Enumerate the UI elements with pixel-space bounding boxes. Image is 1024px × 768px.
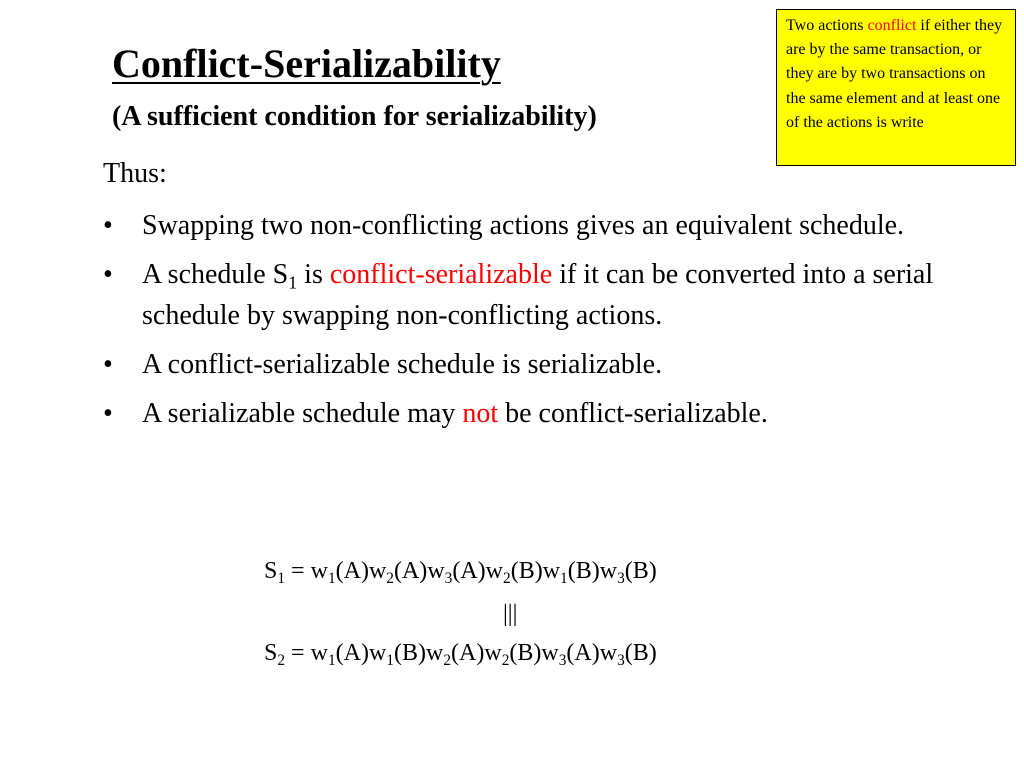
schedule-name-subscript: 1 [277,569,286,587]
bullet-item-implication [103,344,943,385]
write-op: w [368,640,387,666]
slide-title: Conflict-Serializability [112,41,501,86]
write-op: w [368,558,387,584]
bullet-list [103,205,943,442]
write-op: w [542,558,561,584]
schedule-name: S [264,558,278,584]
bullet-dot: • [103,398,113,429]
write-op-element: (B) [624,640,657,666]
schedule-formula-s2 [264,640,657,667]
write-op-element: (A) [335,640,369,666]
definition-note-box [776,9,1016,166]
bullet-text-mid: is [297,259,330,290]
write-op-transaction: 3 [444,569,453,587]
write-op-transaction: 3 [558,651,567,669]
schedule-formula-s1 [264,558,657,585]
write-op: w [425,640,444,666]
intro-text: Thus: [103,158,167,189]
bullet-highlight: not [462,398,499,429]
write-op-transaction: 3 [617,569,625,587]
write-op-element: (A) [451,640,485,666]
equivalence-symbol: ||| [503,601,518,627]
write-op: w [427,558,445,584]
bullet-text-post: be conflict-serializable. [498,398,768,429]
bullet-text-post: if it can be converted into a serial schedule by swapping non-conflicting actions. [142,259,934,331]
write-op-transaction: 2 [443,651,452,669]
write-op-transaction: 2 [386,569,394,587]
slide-subtitle: (A sufficient condition for serializability) [112,101,597,132]
bullet-dot: • [103,210,113,241]
equals-sign: = [285,558,311,584]
write-op-element: (A) [393,558,428,584]
write-op-transaction: 2 [503,569,511,587]
write-op: w [485,558,504,584]
write-op: w [541,640,559,666]
write-op-transaction: 1 [386,651,394,669]
note-text-after: if either they are by the same transaction, or they are by two transactions on the same element and at least one of the actions is write [786,17,1003,131]
write-op-element: (B) [510,558,543,584]
bullet-text: Swapping two non-conflicting actions gives an equivalent schedule. [142,210,905,241]
bullet-text: A conflict-serializable schedule is serializable. [142,349,663,380]
write-op-element: (B) [509,640,542,666]
write-op-transaction: 3 [617,651,625,669]
bullet-item-converse [103,393,943,434]
equals-sign: = [285,640,311,666]
schedule-name: S [264,640,278,666]
bullet-subscript: 1 [288,272,298,293]
write-op: w [484,640,502,666]
note-text-before: Two actions [786,17,868,34]
bullet-highlight: conflict-serializable [329,259,553,290]
write-op-element: (B) [393,640,426,666]
write-op-transaction: 2 [501,651,510,669]
write-op-element: (A) [452,558,486,584]
write-op: w [599,640,618,666]
bullet-text-pre: A serializable schedule may [142,398,463,429]
write-op: w [310,640,328,666]
bullet-dot: • [103,349,113,380]
write-op-transaction: 1 [327,651,336,669]
bullet-dot: • [103,259,113,290]
write-op-element: (A) [335,558,369,584]
write-op-element: (B) [567,558,600,584]
write-op-element: (A) [566,640,600,666]
note-highlight: conflict [867,17,917,34]
bullet-item-definition [103,254,943,336]
write-op-transaction: 1 [560,569,568,587]
write-op: w [310,558,328,584]
write-op-element: (B) [624,558,657,584]
write-op-transaction: 1 [327,569,336,587]
bullet-item-swapping [103,205,943,246]
write-op: w [599,558,618,584]
bullet-text-pre: A schedule S [142,259,289,290]
schedule-name-subscript: 2 [277,651,286,669]
